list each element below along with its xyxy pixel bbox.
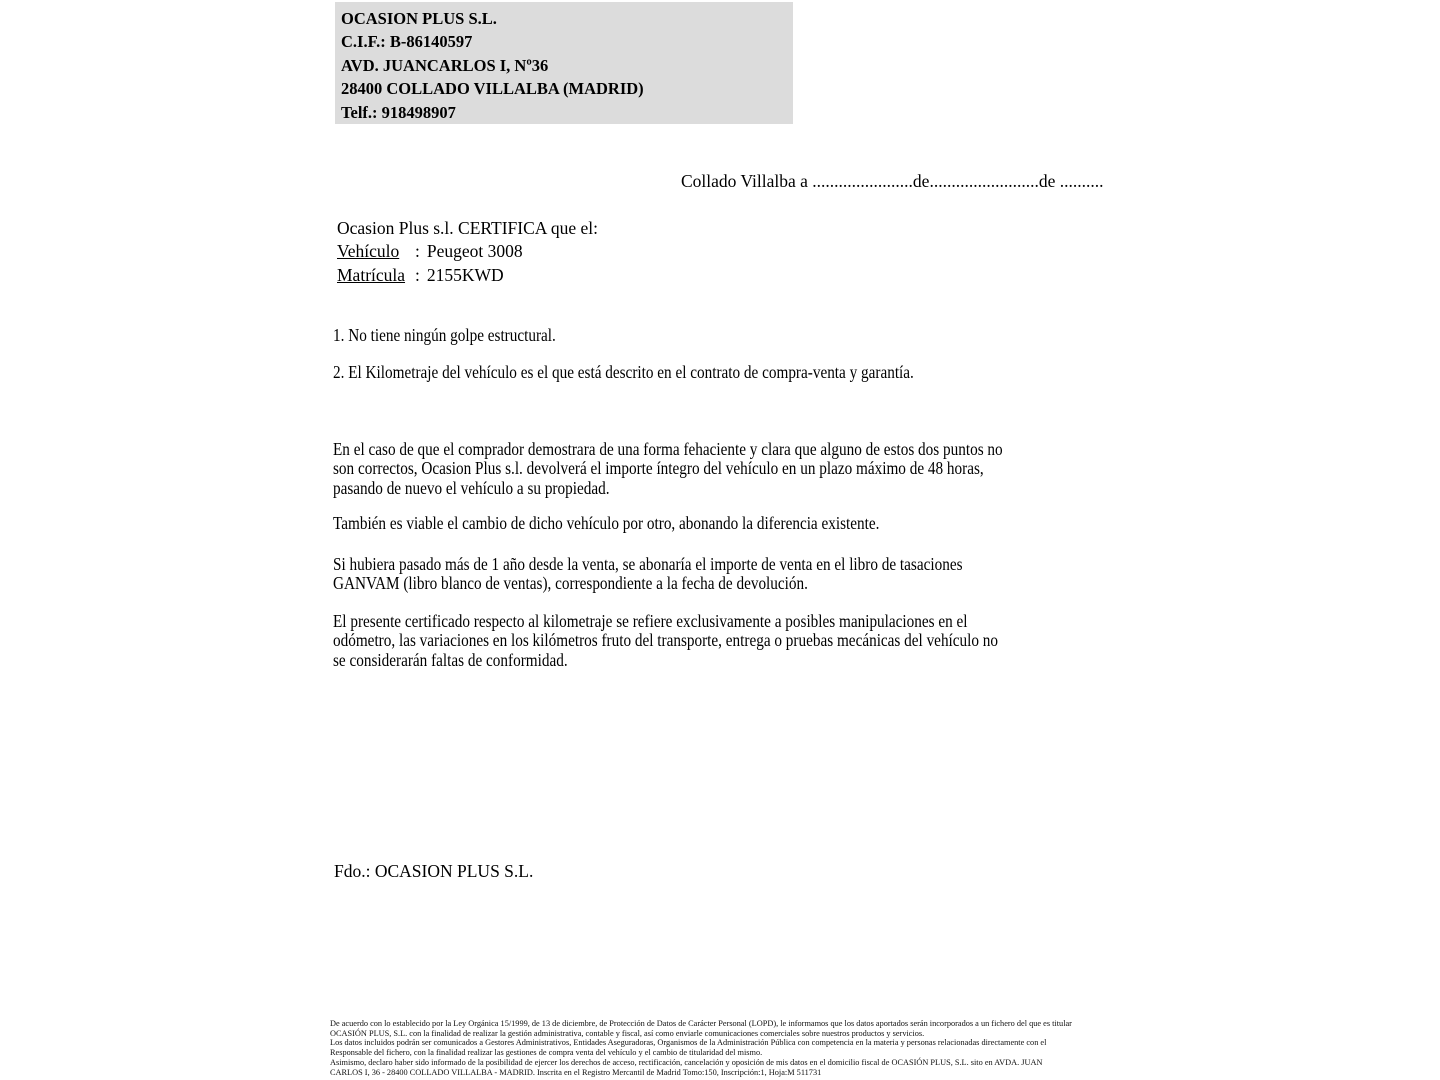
paragraph-line: odómetro, las variaciones en los kilómetros fruto del transporte, entrega o pruebas mecánicas del vehículo no [333, 630, 999, 651]
paragraph-line: se considerarán faltas de conformidad. [333, 649, 568, 670]
point-2 [333, 363, 914, 382]
signature-line: Fdo.: OCASION PLUS S.L. [334, 861, 534, 881]
vehicle-value: Peugeot 3008 [426, 241, 523, 262]
legal-line: CARLOS I, 36 - 28400 COLLADO VILLALBA - MADRID. Inscrita en el Registro Mercantil de Madrid Tomo:150, Inscripción:1, Hoja:M 511731 [330, 1067, 822, 1077]
company-address: AVD. JUANCARLOS I, Nº36 [341, 55, 549, 75]
paragraph-refund [333, 440, 1003, 498]
company-cif: C.I.F.: B-86140597 [341, 32, 473, 52]
paragraph-line: pasando de nuevo el vehículo a su propiedad. [333, 477, 610, 498]
legal-line: De acuerdo con lo establecido por la Ley Orgánica 15/1999, de 13 de diciembre, de Protección de Datos de Carácter Personal (LOPD), le informamos que los datos aportados serán incorporados a un fichero del que es titular [330, 1019, 1072, 1028]
company-city: 28400 COLLADO VILLALBA (MADRID) [341, 79, 644, 99]
company-name: OCASION PLUS S.L. [341, 9, 497, 28]
legal-footer [330, 1019, 1072, 1077]
legal-line: Asimismo, declaro haber sido informado de la posibilidad de ejercer los derechos de acceso, rectificación, cancelación y oposición de mis datos en el domicilio fiscal de OCASIÓN PLUS, S.L. sito en AVDA. JUAN [330, 1057, 1043, 1067]
plate-field [337, 264, 598, 287]
vehicle-field [337, 240, 598, 263]
company-phone: Telf.: 918498907 [341, 102, 456, 122]
plate-label: Matrícula [337, 264, 406, 285]
certificate-intro: Ocasion Plus s.l. CERTIFICA que el: [337, 218, 598, 238]
point-1 [333, 326, 556, 345]
legal-line: Responsable del fichero, con la finalidad realizar las gestiones de compra venta del vehículo y el cambio de titularidad del mismo. [330, 1048, 763, 1058]
paragraph-line: Si hubiera pasado más de 1 año desde la venta, se abonaría el importe de venta en el libro de tasaciones [333, 554, 963, 574]
paragraph-exchange [333, 514, 879, 533]
plate-label-wrap [337, 264, 415, 287]
paragraph-line: El presente certificado respecto al kilometraje se refiere exclusivamente a posibles manipulaciones en el [333, 611, 968, 631]
paragraph-line: En el caso de que el comprador demostrara de una forma fehaciente y clara que alguno de estos dos puntos no [333, 439, 1003, 459]
vehicle-label-wrap [337, 240, 415, 263]
legal-line: OCASIÓN PLUS, S.L. con la finalidad de realizar la gestión administrativa, contable y fiscal, así como enviarle comunicaciones comerciales sobre nuestros productos y servicios. [330, 1028, 925, 1038]
paragraph-line: GANVAM (libro blanco de ventas), correspondiente a la fecha de devolución. [333, 573, 808, 594]
paragraph-line: son correctos, Ocasion Plus s.l. devolverá el importe íntegro del vehículo en un plazo máximo de 48 horas, [333, 458, 984, 479]
point-1-text: 1. No tiene ningún golpe estructural. [333, 325, 556, 345]
plate-separator: : [415, 264, 420, 285]
date-line: Collado Villalba a .......................de.........................de .......... [681, 171, 1104, 191]
certificate-block [337, 217, 598, 287]
point-2-text: 2. El Kilometraje del vehículo es el que está descrito en el contrato de compra-venta y garantía. [333, 362, 914, 382]
company-header-box [335, 2, 793, 124]
paragraph-odometer [333, 612, 998, 670]
plate-value: 2155KWD [426, 264, 504, 285]
legal-line: Los datos incluidos podrán ser comunicados a Gestores Administrativos, Entidades Aseguradoras, Organismos de la Administración Pública con competencia en la materia y personas relacionadas directamente con el [330, 1038, 1047, 1048]
paragraph-line: También es viable el cambio de dicho vehículo por otro, abonando la diferencia existente. [333, 513, 880, 533]
vehicle-separator: : [415, 241, 420, 262]
vehicle-label: Vehículo [337, 241, 400, 262]
paragraph-ganvam [333, 555, 962, 594]
